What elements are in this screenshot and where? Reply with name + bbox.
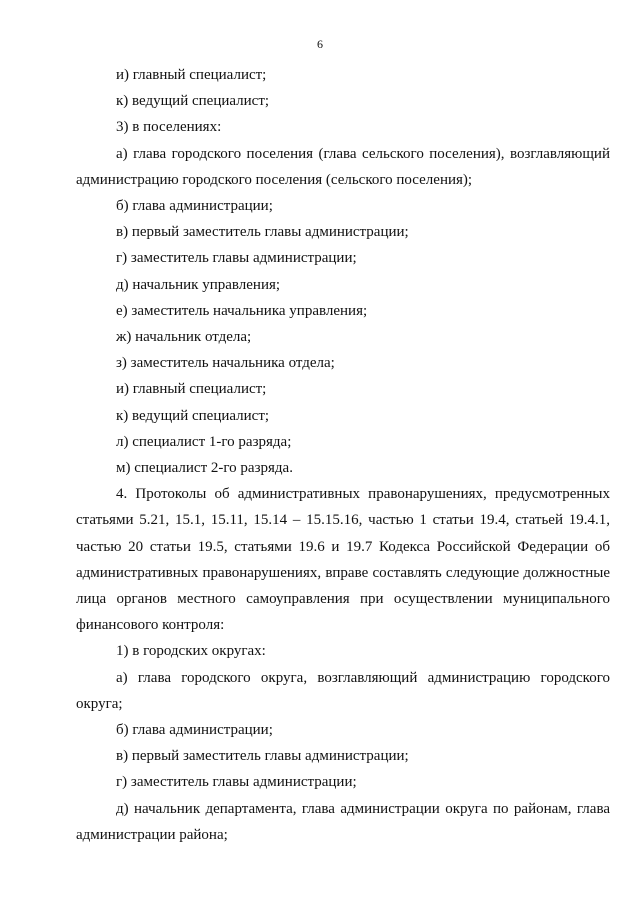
paragraph-item-v-2: в) первый заместитель главы администрации;: [116, 748, 409, 765]
paragraph-section-3: 3) в поселениях:: [116, 119, 222, 136]
paragraph-item-b-2: б) глава администрации;: [116, 722, 273, 739]
paragraph-section-1: 1) в городских округах:: [116, 643, 266, 660]
paragraph-item-i: и) главный специалист;: [116, 67, 267, 83]
page-number: 6: [317, 37, 323, 51]
paragraph-item-g: г) заместитель главы администрации;: [116, 250, 357, 267]
paragraph-item-k-2: к) ведущий специалист;: [116, 407, 270, 424]
paragraph-item-v: в) первый заместитель главы администрации;: [116, 224, 409, 241]
paragraph-item-i-2: и) главный специалист;: [116, 381, 267, 398]
paragraph-item-d: д) начальник управления;: [116, 276, 281, 293]
paragraph-item-z: з) заместитель начальника отдела;: [116, 355, 335, 372]
paragraph-item-l: л) специалист 1-го разряда;: [116, 433, 292, 450]
paragraph-item-b: б) глава администрации;: [116, 198, 273, 215]
document-body: [76, 62, 610, 848]
paragraph-item-k: к) ведущий специалист;: [116, 93, 270, 110]
paragraph-item-d-2: д) начальник департамента, глава администрации округа по районам, глава администрации района;: [76, 800, 610, 843]
paragraph-item-e: е) заместитель начальника управления;: [116, 302, 368, 319]
paragraph-item-a-2: а) глава городского округа, возглавляющий администрацию городского округа;: [76, 669, 610, 712]
paragraph-item-a: а) глава городского поселения (глава сельского поселения), возглавляющий администрацию городского поселения (сельского поселения);: [76, 145, 610, 188]
paragraph-item-g-2: г) заместитель главы администрации;: [116, 774, 357, 791]
paragraph-item-zh: ж) начальник отдела;: [116, 329, 252, 346]
paragraph-clause-4: 4. Протоколы об административных правонарушениях, предусмотренных статьями 5.21, 15.1, 15.11, 15.14 – 15.15.16, частью 1 статьи 19.4, статьей 19.4.1, частью 20 статьи 19.5, статьями 19.6 и 19.7 Кодекса Российской Федерации об административных правонарушениях, вправе составлять следующие должностные лица органов местного самоуправления при осуществлении муниципального финансового контроля:: [76, 486, 610, 634]
paragraph-item-m: м) специалист 2-го разряда.: [116, 460, 293, 477]
